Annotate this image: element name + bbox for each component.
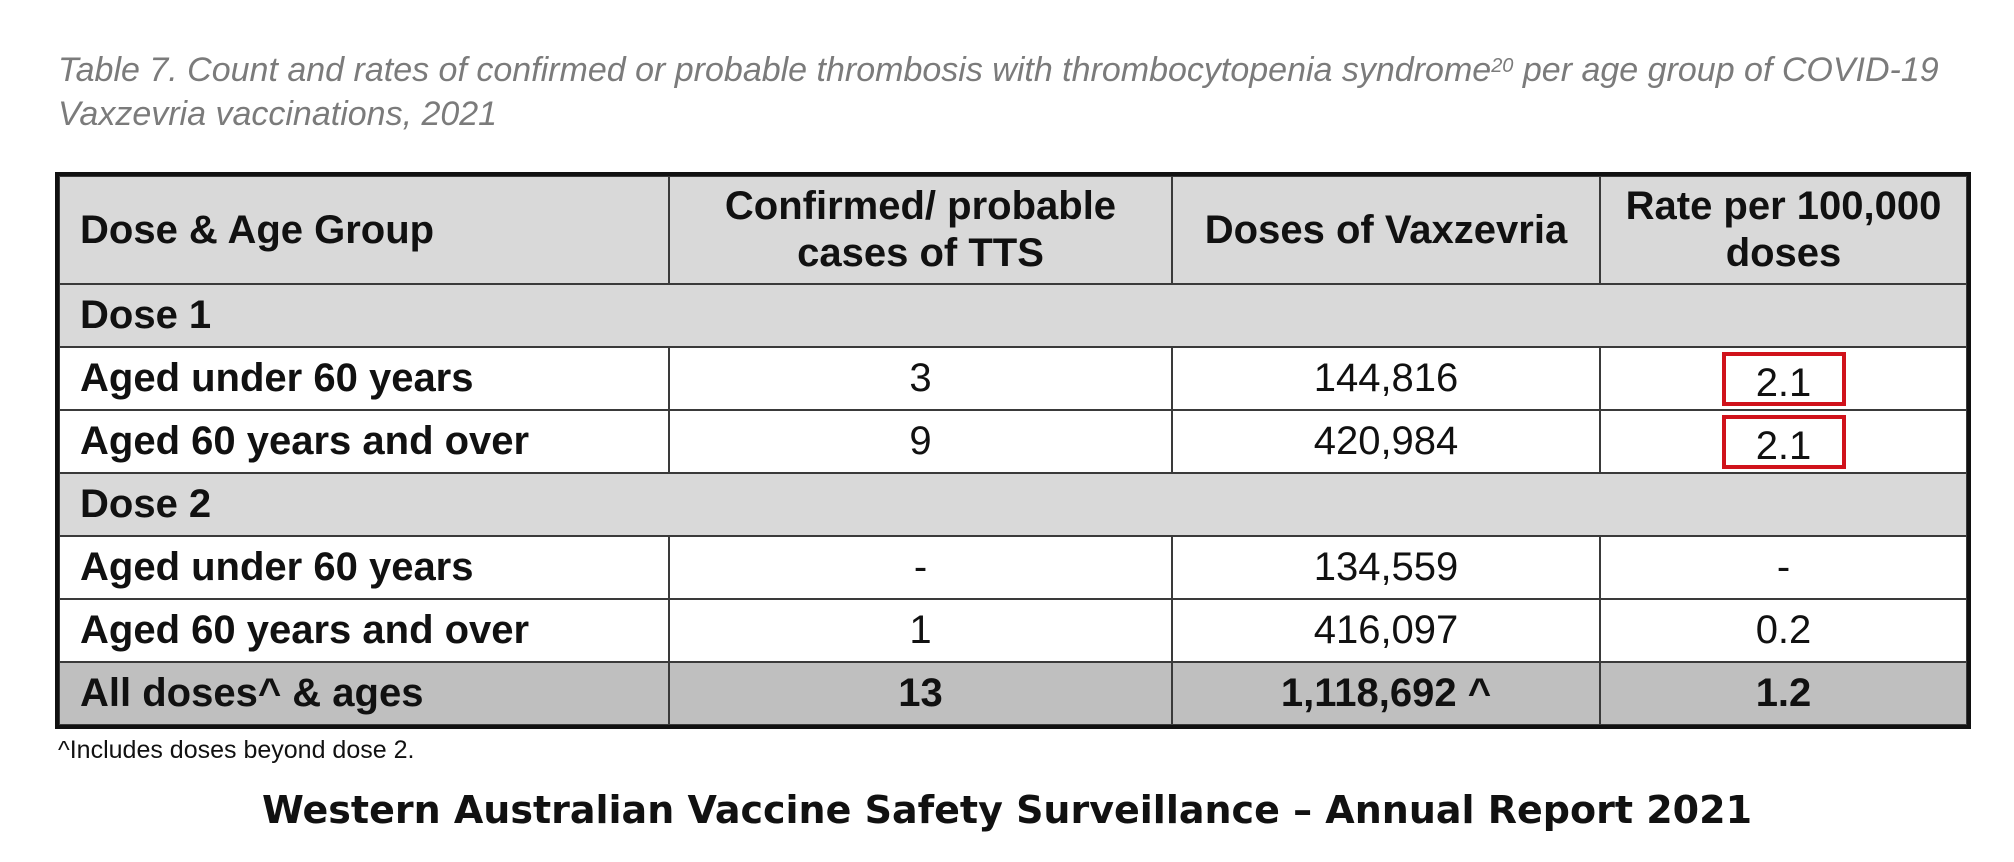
cases-cell: - bbox=[669, 536, 1172, 599]
cases-cell: 3 bbox=[669, 347, 1172, 410]
doses-cell: 416,097 bbox=[1172, 599, 1600, 662]
rate-cell bbox=[1600, 347, 1967, 410]
group-row-dose-2 bbox=[59, 473, 1967, 536]
table-row bbox=[59, 347, 1967, 410]
total-doses: 1,118,692 ^ bbox=[1172, 662, 1600, 725]
table-row bbox=[59, 536, 1967, 599]
row-label: Aged under 60 years bbox=[59, 536, 669, 599]
cases-cell: 9 bbox=[669, 410, 1172, 473]
row-label: Aged 60 years and over bbox=[59, 599, 669, 662]
table-row bbox=[59, 410, 1967, 473]
report-title: Western Australian Vaccine Safety Surveillance – Annual Report 2021 bbox=[261, 788, 1753, 832]
table-caption bbox=[58, 48, 1978, 136]
rate-cell: - bbox=[1600, 536, 1967, 599]
header-rate: Rate per 100,000 doses bbox=[1600, 176, 1967, 284]
total-row bbox=[59, 662, 1967, 725]
caption-text: Table 7. Count and rates of confirmed or probable thrombosis with thrombocytopenia syndrome bbox=[58, 51, 1492, 89]
row-label: Aged under 60 years bbox=[59, 347, 669, 410]
table-row bbox=[59, 599, 1967, 662]
table-footnote: ^Includes doses beyond dose 2. bbox=[58, 736, 415, 764]
group-label: Dose 2 bbox=[59, 473, 1967, 536]
cases-cell: 1 bbox=[669, 599, 1172, 662]
caption-text-after: per age group of COVID-19 Vaxzevria vaccinations, 2021 bbox=[58, 51, 1939, 133]
doses-cell: 134,559 bbox=[1172, 536, 1600, 599]
total-label: All doses^ & ages bbox=[59, 662, 669, 725]
rate-cell bbox=[1600, 410, 1967, 473]
tts-table bbox=[58, 175, 1968, 726]
header-dose-age-group: Dose & Age Group bbox=[59, 176, 669, 284]
doses-cell: 144,816 bbox=[1172, 347, 1600, 410]
group-row-dose-1 bbox=[59, 284, 1967, 347]
caption-superscript: 20 bbox=[1491, 55, 1514, 77]
highlighted-rate: 2.1 bbox=[1722, 415, 1846, 469]
doses-cell: 420,984 bbox=[1172, 410, 1600, 473]
total-rate: 1.2 bbox=[1600, 662, 1967, 725]
highlighted-rate: 2.1 bbox=[1722, 352, 1846, 406]
header-doses: Doses of Vaxzevria bbox=[1172, 176, 1600, 284]
group-label: Dose 1 bbox=[59, 284, 1967, 347]
rate-cell: 0.2 bbox=[1600, 599, 1967, 662]
header-cases: Confirmed/ probable cases of TTS bbox=[669, 176, 1172, 284]
row-label: Aged 60 years and over bbox=[59, 410, 669, 473]
total-cases: 13 bbox=[669, 662, 1172, 725]
table-header-row bbox=[59, 176, 1967, 284]
